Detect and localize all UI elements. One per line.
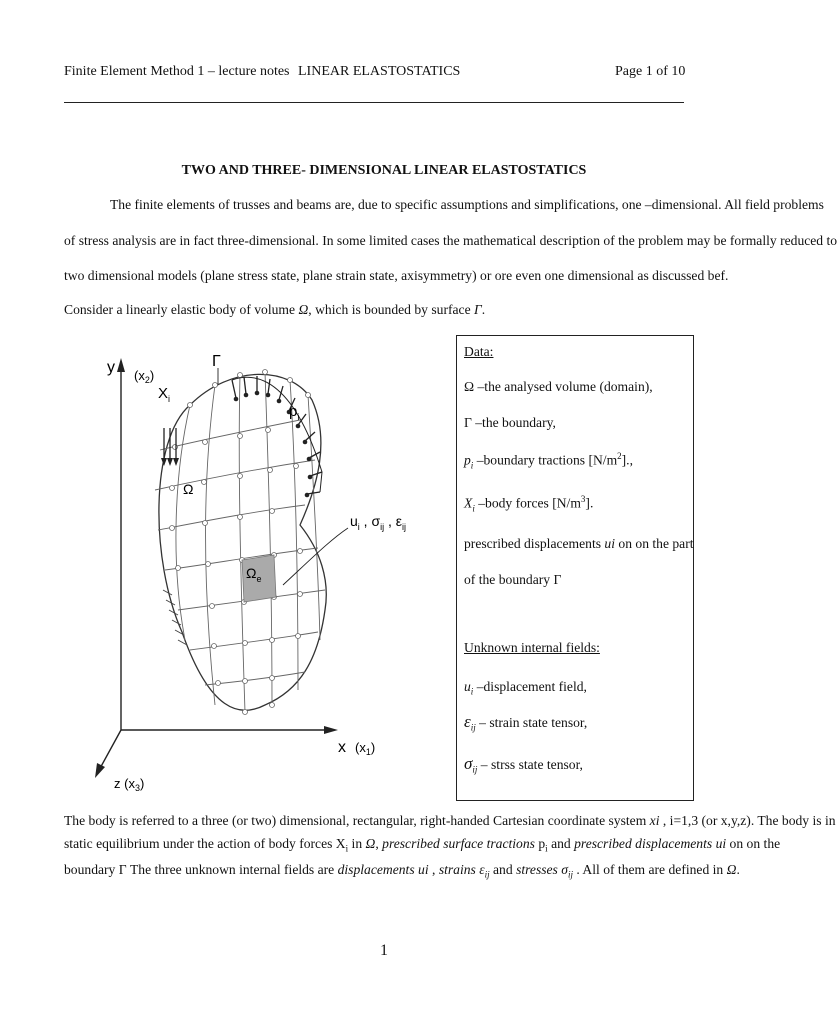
header-right: Page 1 of 10: [615, 64, 686, 79]
body-line-3: boundary Γ The three unknown internal fields are displacements ui , strains $\varepsilon_{ij}$ and stresses $\sigma_{ij}$ . All of them are defined in Ω.: [64, 862, 740, 880]
x2-label: $(x_2)$: [134, 368, 155, 385]
z-axis-arrowhead: [95, 763, 105, 778]
y-axis-arrowhead: [117, 358, 125, 372]
data-body-forces: $X_i$ –body forces $[N/m^3]$.: [464, 494, 594, 514]
data-tractions: $p_i$ –boundary tractions $[N/m^2]$.,: [464, 451, 633, 471]
unknown-displacement: $u_i$ –displacement field,: [464, 679, 587, 697]
data-prescribed-2: of the boundary Γ: [464, 572, 562, 587]
unknown-heading: Unknown internal fields:: [464, 640, 600, 655]
intro-line-2: of stress analysis are in fact three-dimensional. In some limited cases the mathematical description of the problem may be formally reduced to: [64, 233, 837, 248]
body-outline: [159, 374, 326, 710]
header-center: LINEAR ELASTOSTATICS: [298, 64, 461, 79]
data-prescribed-1: prescribed displacements ui on on the part: [464, 536, 694, 551]
elastic-body-figure: [0, 330, 450, 800]
intro-line-1: The finite elements of trusses and beams are, due to specific assumptions and simplifications, one –dimensional. All field problems: [110, 197, 824, 212]
header-left: Finite Element Method 1 – lecture notes: [64, 64, 290, 79]
element-label: $\Omega_e$: [246, 565, 262, 584]
data-gamma: Γ –the boundary,: [464, 415, 556, 430]
body-force-label: $X_i$: [158, 385, 171, 404]
data-box: [456, 335, 694, 801]
x-axis-arrowhead: [324, 726, 338, 734]
x-axis-label: x: [338, 739, 346, 756]
body-force-arrowheads: [161, 458, 179, 466]
fields-label: $u_i$ , $\sigma_{ij}$ , $\varepsilon_{ij}$: [350, 513, 407, 532]
y-axis-label: y: [107, 359, 115, 376]
header-rule: [64, 102, 684, 103]
coordinate-axes: [98, 365, 330, 772]
page-number: 1: [380, 942, 388, 959]
z-axis-label: z $(x_3)$: [114, 776, 145, 793]
gamma-label: Γ: [212, 353, 221, 370]
intro-line-4: Consider a linearly elastic body of volume Ω, which is bounded by surface Γ.: [64, 302, 486, 317]
data-heading: Data:: [464, 344, 494, 359]
traction-arrowheads: [234, 391, 313, 498]
traction-label: $p_i$: [289, 403, 300, 422]
unknown-strain: $\varepsilon_{ij}$ – strain state tensor,: [464, 712, 588, 733]
mesh-nodes: [170, 370, 311, 715]
data-omega: Ω –the analysed volume (domain),: [464, 379, 653, 394]
unknown-stress: $\sigma_{ij}$ – strss state tensor,: [464, 754, 583, 775]
x1-label: $(x_1)$: [355, 740, 376, 757]
page-title: TWO AND THREE- DIMENSIONAL LINEAR ELASTOSTATICS: [181, 163, 587, 178]
omega-label: Ω: [183, 481, 194, 497]
intro-line-3: two dimensional models (plane stress state, plane strain state, axisymmetry) or ore even one dimensional as discussed bef.: [64, 268, 729, 283]
body-line-1: The body is referred to a three (or two) dimensional, rectangular, right-handed Cartesian coordinate system xi , i=1,3 (or x,y,z). The body is in: [64, 813, 836, 828]
body-line-2: static equilibrium under the action of body forces $X_i$ in Ω, prescribed surface tractions $p_i$ and prescribed displacements ui on on the: [64, 836, 781, 854]
